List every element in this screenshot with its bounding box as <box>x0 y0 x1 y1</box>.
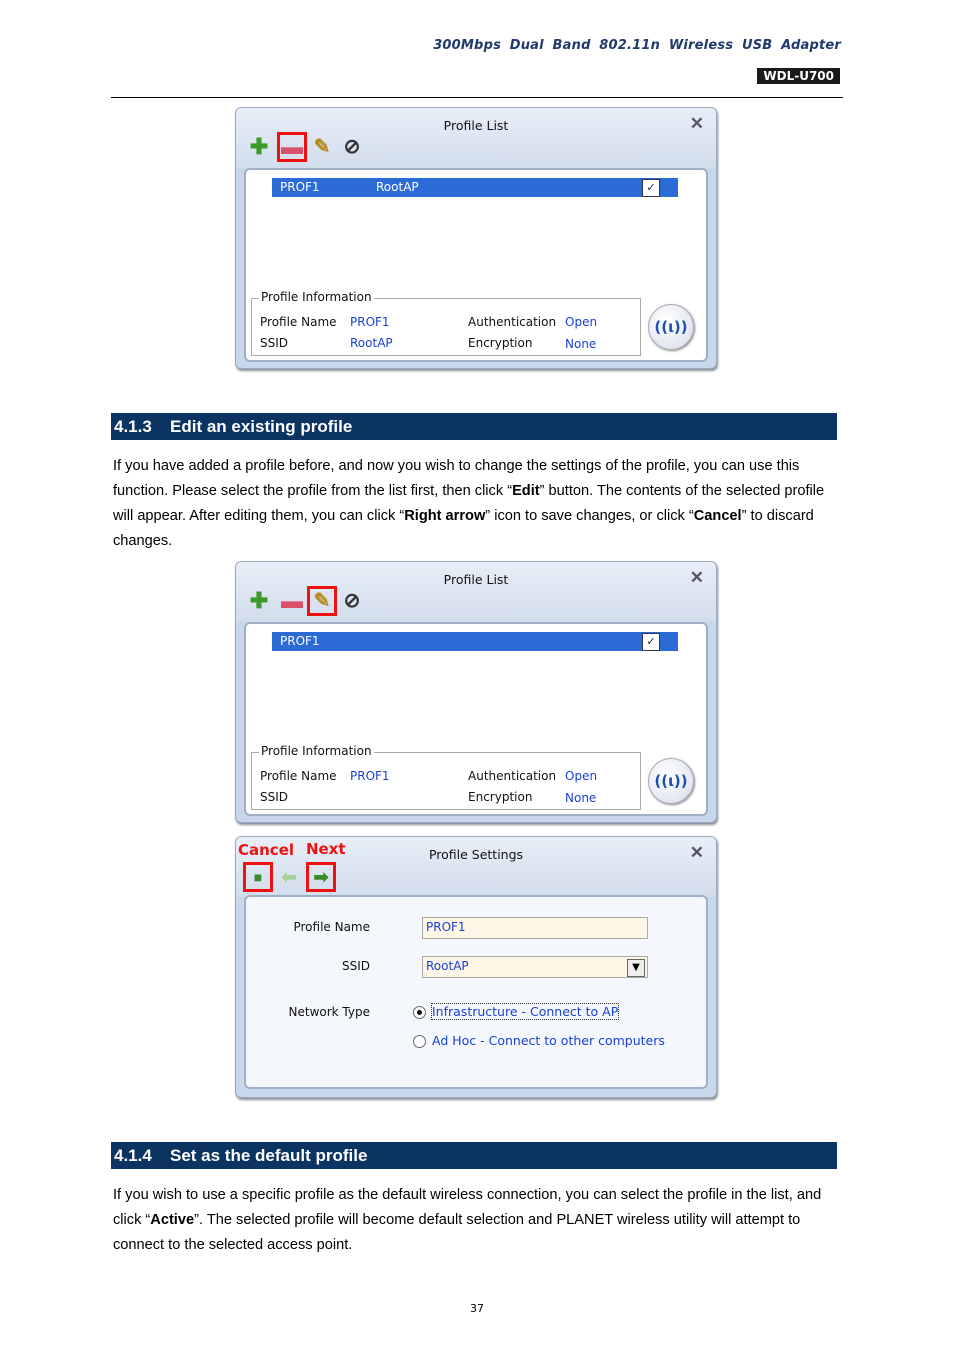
ssid-select[interactable] <box>422 956 648 978</box>
cancel-callout: Cancel <box>238 841 295 859</box>
profile-row-ssid: RootAP <box>376 180 419 194</box>
profile-row-name: PROF1 <box>280 634 320 648</box>
edit-icon[interactable]: ✎ <box>313 136 331 158</box>
paragraph-edit-profile: If you have added a profile before, and now you wish to change the settings of the profile, you can use this function. Please select the profile from the list first, then click “Edit” button. The contents of the selected profile will appear. After editing them, you can click “Right arrow” icon to save changes, or click “Cancel” to discard changes. <box>113 458 825 549</box>
section-number: 4.1.3 <box>114 417 152 436</box>
add-icon[interactable]: ✚ <box>249 588 269 613</box>
profile-name-label: Profile Name <box>260 315 337 329</box>
titlebar <box>236 562 716 622</box>
document-header-title: 300Mbps Dual Band 802.11n Wireless USB Adapter <box>433 38 841 53</box>
signal-icon: ((ι)) <box>648 758 694 804</box>
titlebar <box>236 108 716 168</box>
profile-list-panel <box>244 168 708 362</box>
infrastructure-radio-label[interactable]: Infrastructure - Connect to AP <box>432 1004 619 1019</box>
cancel-stop-icon[interactable]: ■ <box>245 864 271 890</box>
model-badge: WDL-U700 <box>757 68 840 84</box>
window-title: Profile Settings <box>428 847 524 862</box>
profile-row[interactable] <box>272 178 678 197</box>
window-title: Profile List <box>443 118 509 133</box>
signal-icon: ((ι)) <box>648 304 694 350</box>
header-rule <box>111 97 843 98</box>
encryption-value: None <box>565 337 597 351</box>
activate-icon[interactable]: ⊘ <box>343 136 361 158</box>
ssid-value: RootAP <box>350 336 393 350</box>
ssid-select-value: RootAP <box>426 959 469 973</box>
ssid-label: SSID <box>341 959 370 973</box>
section-number: 4.1.4 <box>114 1146 152 1165</box>
chevron-down-icon[interactable]: ▼ <box>627 959 645 977</box>
authentication-label: Authentication <box>468 769 557 783</box>
close-icon[interactable]: ✕ <box>689 843 704 862</box>
section-heading-4-1-4 <box>111 1142 837 1169</box>
section-title: Set as the default profile <box>170 1146 368 1165</box>
profile-information-group <box>251 290 641 356</box>
infrastructure-radio[interactable] <box>413 1006 426 1019</box>
authentication-value: Open <box>565 315 598 329</box>
page-number: 37 <box>470 1302 484 1315</box>
profile-name-value: PROF1 <box>350 315 390 329</box>
group-legend: Profile Information <box>261 290 372 304</box>
profile-list-window-2 <box>235 561 717 823</box>
encryption-value: None <box>565 791 597 805</box>
profile-list-panel <box>244 622 708 816</box>
next-arrow-icon[interactable]: ➡ <box>308 864 334 890</box>
delete-icon[interactable]: ▬ <box>281 588 303 613</box>
section-heading-4-1-3 <box>111 413 837 440</box>
activate-icon[interactable]: ⊘ <box>343 590 361 612</box>
authentication-label: Authentication <box>468 315 557 329</box>
ssid-label: SSID <box>260 336 289 350</box>
window-title: Profile List <box>443 572 509 587</box>
profile-row[interactable] <box>272 632 678 651</box>
ssid-label: SSID <box>260 790 289 804</box>
active-profile-icon: ✓ <box>642 633 660 651</box>
active-profile-icon: ✓ <box>642 179 660 197</box>
profile-name-value: PROF1 <box>350 769 390 783</box>
edit-icon[interactable]: ✎ <box>309 588 335 614</box>
network-type-label: Network Type <box>288 1005 370 1019</box>
delete-icon[interactable]: ▬ <box>281 134 303 159</box>
profile-settings-window <box>235 836 717 1098</box>
profile-name-label: Profile Name <box>293 920 370 934</box>
settings-panel <box>244 895 708 1089</box>
paragraph-default-profile: If you wish to use a specific profile as the default wireless connection, you can select the profile in the list, and click “Active”. The selected profile will become default selection and PLANET wireless utility will attempt to connect to the selected access point. <box>113 1187 822 1253</box>
profile-name-input[interactable]: PROF1 <box>422 917 648 939</box>
section-title: Edit an existing profile <box>170 417 353 436</box>
profile-row-name: PROF1 <box>280 180 320 194</box>
back-arrow-icon[interactable]: ⬅ <box>281 867 297 887</box>
close-icon[interactable]: ✕ <box>689 114 704 133</box>
close-icon[interactable]: ✕ <box>689 568 704 587</box>
group-legend: Profile Information <box>261 744 372 758</box>
adhoc-radio-label[interactable]: Ad Hoc - Connect to other computers <box>432 1033 665 1048</box>
adhoc-radio[interactable] <box>413 1035 426 1048</box>
encryption-label: Encryption <box>468 790 533 804</box>
add-icon[interactable]: ✚ <box>249 134 269 159</box>
profile-information-group <box>251 744 641 810</box>
profile-name-label: Profile Name <box>260 769 337 783</box>
profile-list-window-1 <box>235 107 717 369</box>
authentication-value: Open <box>565 769 598 783</box>
next-callout: Next <box>306 840 346 858</box>
encryption-label: Encryption <box>468 336 533 350</box>
